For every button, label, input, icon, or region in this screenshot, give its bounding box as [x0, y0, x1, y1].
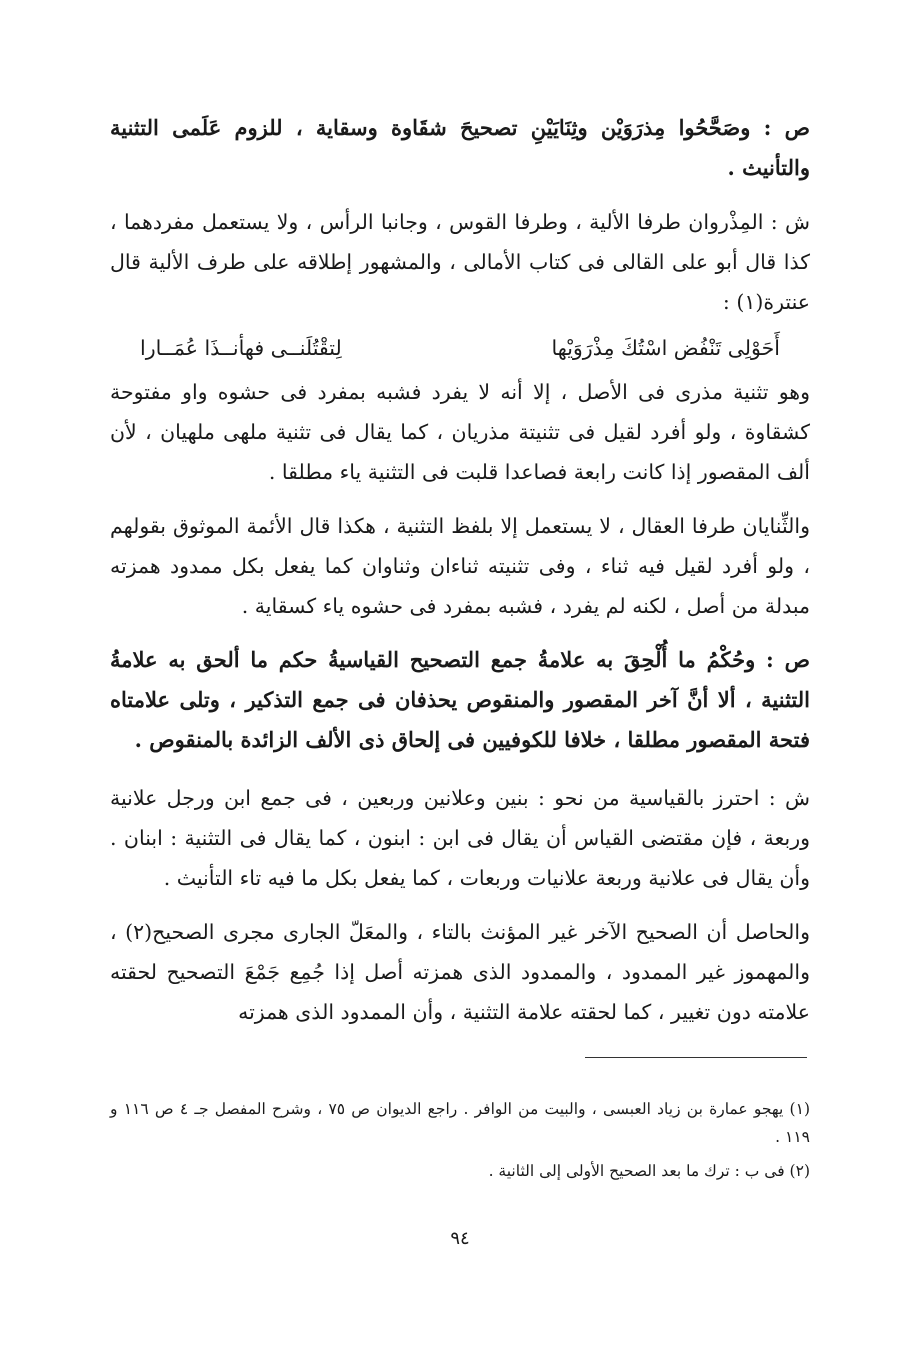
commentary-paragraph-1: ش : المِذْروان طرفا الألية ، وطرفا القوس ، وجانبا الرأس ، ولا يستعمل مفردهما ، كذا قال أبو على القالى فى كتاب الأمالى ، والمشهور إطلاقه على طرف الألية قال عنترة(١) :	[110, 210, 810, 314]
rule-text-1: ص : وصَحَّحُوا مِذرَوَيْن وثِنَايَيْنِ تصحيحَ شقَاوة وسقاية ، للزوم عَلَمى التثنية والتأنيث .	[110, 115, 810, 180]
footnotes	[110, 1095, 810, 1185]
commentary-paragraph-2: وهو تثنية مذرى فى الأصل ، إلا أنه لا يفرد فشبه بمفرد فى حشوه واو مفتوحة كشقاوة ، ولو أفرد لقيل فى تثنيتة مذريان ، كما يقال فى تثنية ملهى ملهيان ، لأن ألف المقصور إذا كانت رابعة فصاعدا قلبت فى التثنية ياء مطلقا .	[110, 380, 810, 484]
rule-text-2: ص : وحُكْمُ ما أُلْحِقَ به علامةُ جمع التصحيح القياسيةُ حكم ما ألحق به علامةُ التثنية ، ألا أنَّ آخر المقصور والمنقوص يحذفان فى جمع التذكير ، وتلى علامتاه فتحة المقصور مطلقا ، خلافا للكوفيين فى إلحاق ذى الألف الزائدة بالمنقوص .	[110, 647, 810, 752]
page-number: ٩٤	[450, 1228, 470, 1249]
commentary-paragraph-5: والحاصل أن الصحيح الآخر غير المؤنث بالتاء ، والمعَلّ الجارى مجرى الصحيح(٢) ، والمهموز غير الممدود ، والممدود الذى همزته أصل إذا جُمِع جَمْعَ التصحيح لحقته علامته دون تغيير ، كما لحقته علامة التثنية ، وأن الممدود الذى همزته	[110, 920, 810, 1024]
commentary-paragraph-4: ش : احترز بالقياسية من نحو : بنين وعلانين وربعين ، فى جمع ابن ورجل علانية وربعة ، فإن مقتضى القياس أن يقال فى ابن : ابنون ، كما يقال فى التثنية : ابنان . وأن يقال فى علانية وربعة علانيات وربعات ، كما يفعل بكل ما فيه تاء التأنيث .	[110, 786, 810, 890]
footnote-2: (٢) فى ب : ترك ما بعد الصحيح الأولى إلى الثانية .	[488, 1162, 810, 1180]
poetry-verse	[110, 328, 810, 368]
verse-hemistich-left: لِتقْتُلَنــى فهأنــذَا عُمَــارا	[140, 336, 342, 360]
page-body	[110, 108, 810, 1032]
verse-hemistich-right: أَحَوْلِى تَنْفُض اسْتُكَ مِذْرَوَيْها	[551, 336, 780, 360]
commentary-paragraph-3: والثِّنايان طرفا العقال ، لا يستعمل إلا بلفظ التثنية ، هكذا قال الأئمة الموثوق بقولهم ، ولو أفرد لقيل فيه ثناء ، وفى تثنيته ثناءان وثناوان كما يفعل بكل ممدود همزته مبدلة من أصل ، لكنه لم يفرد ، فشبه بمفرد فى حشوه ياء كسقاية .	[110, 514, 810, 618]
footnote-1: (١) يهجو عمارة بن زياد العبسى ، والبيت من الوافر . راجع الديوان ص ٧٥ ، وشرح المفصل جـ ٤ ص ١١٦ و ١١٩ .	[110, 1100, 810, 1146]
footnote-separator	[585, 1057, 807, 1058]
